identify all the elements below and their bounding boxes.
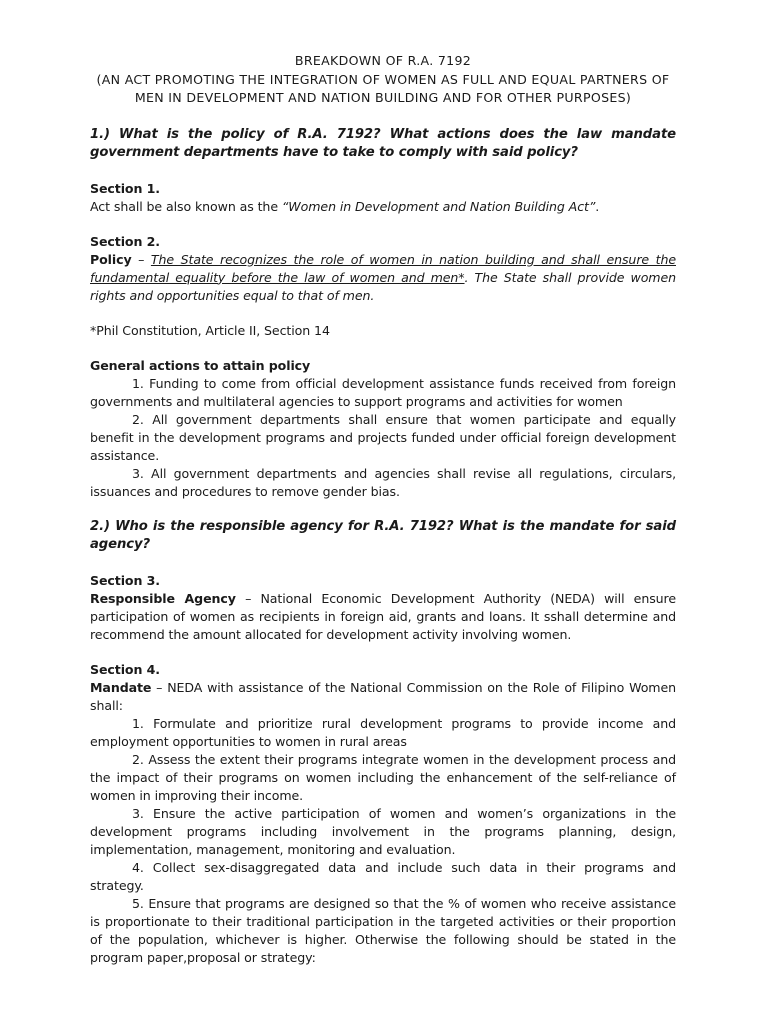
section-1-text-before: Act shall be also known as the xyxy=(90,198,282,214)
section-2-heading: Section 2. xyxy=(90,233,160,249)
section-4-heading: Section 4. xyxy=(90,661,160,677)
general-action-item: 2. All government departments shall ensure that women participate and equally benefit in the development programs and projects funded under official foreign development assistance. xyxy=(90,411,676,463)
question-2: 2.) Who is the responsible agency for R.A. 7192? What is the mandate for said agency? xyxy=(90,518,676,552)
title-line-2: (AN ACT PROMOTING THE INTEGRATION OF WOMEN AS FULL AND EQUAL PARTNERS OF xyxy=(96,71,670,87)
mandate-item: 5. Ensure that programs are designed so that the % of women who receive assistance is proportionate to their traditional participation in the targeted activities or their proportion of the population, whichever is higher. Otherwise the following should be stated in the program paper,proposal or strategy: xyxy=(90,895,676,965)
policy-label: Policy xyxy=(90,251,132,267)
mandate-item: 4. Collect sex-disaggregated data and include such data in their programs and strategy. xyxy=(90,859,676,893)
mandate-item: 3. Ensure the active participation of women and women’s organizations in the development programs including involvement in the programs planning, design, implementation, management, monitoring and evaluation. xyxy=(90,805,676,857)
policy-rest-text: . The State shall provide women rights and opportunities equal to that of men. xyxy=(90,269,677,303)
title-line-3: MEN IN DEVELOPMENT AND NATION BUILDING AND FOR OTHER PURPOSES) xyxy=(134,90,632,105)
mandate-item: 2. Assess the extent their programs integrate women in the development process and the impact of their programs on women including the enhancement of the self-reliance of women in improving their income. xyxy=(90,751,676,803)
title-line-1: BREAKDOWN OF R.A. 7192 xyxy=(294,53,472,68)
responsible-agency-text: – National Economic Development Authority (NEDA) will ensure participation of women as recipients in foreign aid, grants and loans. It sshall determine and recommend the amount allocated for development activity involving women. xyxy=(90,590,677,642)
section-3-text xyxy=(90,590,676,644)
footnote: *Phil Constitution, Article II, Section 14 xyxy=(90,322,330,338)
responsible-agency-label: Responsible Agency xyxy=(90,590,236,606)
act-short-title: “Women in Development and Nation Building Act” xyxy=(281,198,596,214)
general-action-item: 1. Funding to come from official development assistance funds received from foreign governments and multilateral agencies to support programs and activities for women xyxy=(90,375,676,409)
mandate-label: Mandate xyxy=(90,679,152,695)
general-actions-heading: General actions to attain policy xyxy=(90,357,311,373)
section-1-text xyxy=(90,198,676,216)
question-1: 1.) What is the policy of R.A. 7192? What actions does the law mandate government departments have to take to comply with said policy? xyxy=(90,126,676,160)
section-4-text xyxy=(90,679,676,715)
document-title xyxy=(90,52,676,108)
mandate-item: 1. Formulate and prioritize rural development programs to provide income and employment opportunities to women in rural areas xyxy=(90,715,676,749)
general-action-item: 3. All government departments and agencies shall revise all regulations, circulars, issuances and procedures to remove gender bias. xyxy=(90,465,676,499)
mandate-text: – NEDA with assistance of the National Commission on the Role of Filipino Women shall: xyxy=(90,679,676,713)
policy-dash: – xyxy=(131,251,151,267)
section-2-policy xyxy=(90,251,676,305)
policy-underlined-text: The State recognizes the role of women in nation building and shall ensure the fundamental equality before the law of women and men* xyxy=(90,251,676,285)
section-1-text-after: . xyxy=(595,198,600,214)
section-3-heading: Section 3. xyxy=(90,572,160,588)
section-1-heading: Section 1. xyxy=(90,180,160,196)
